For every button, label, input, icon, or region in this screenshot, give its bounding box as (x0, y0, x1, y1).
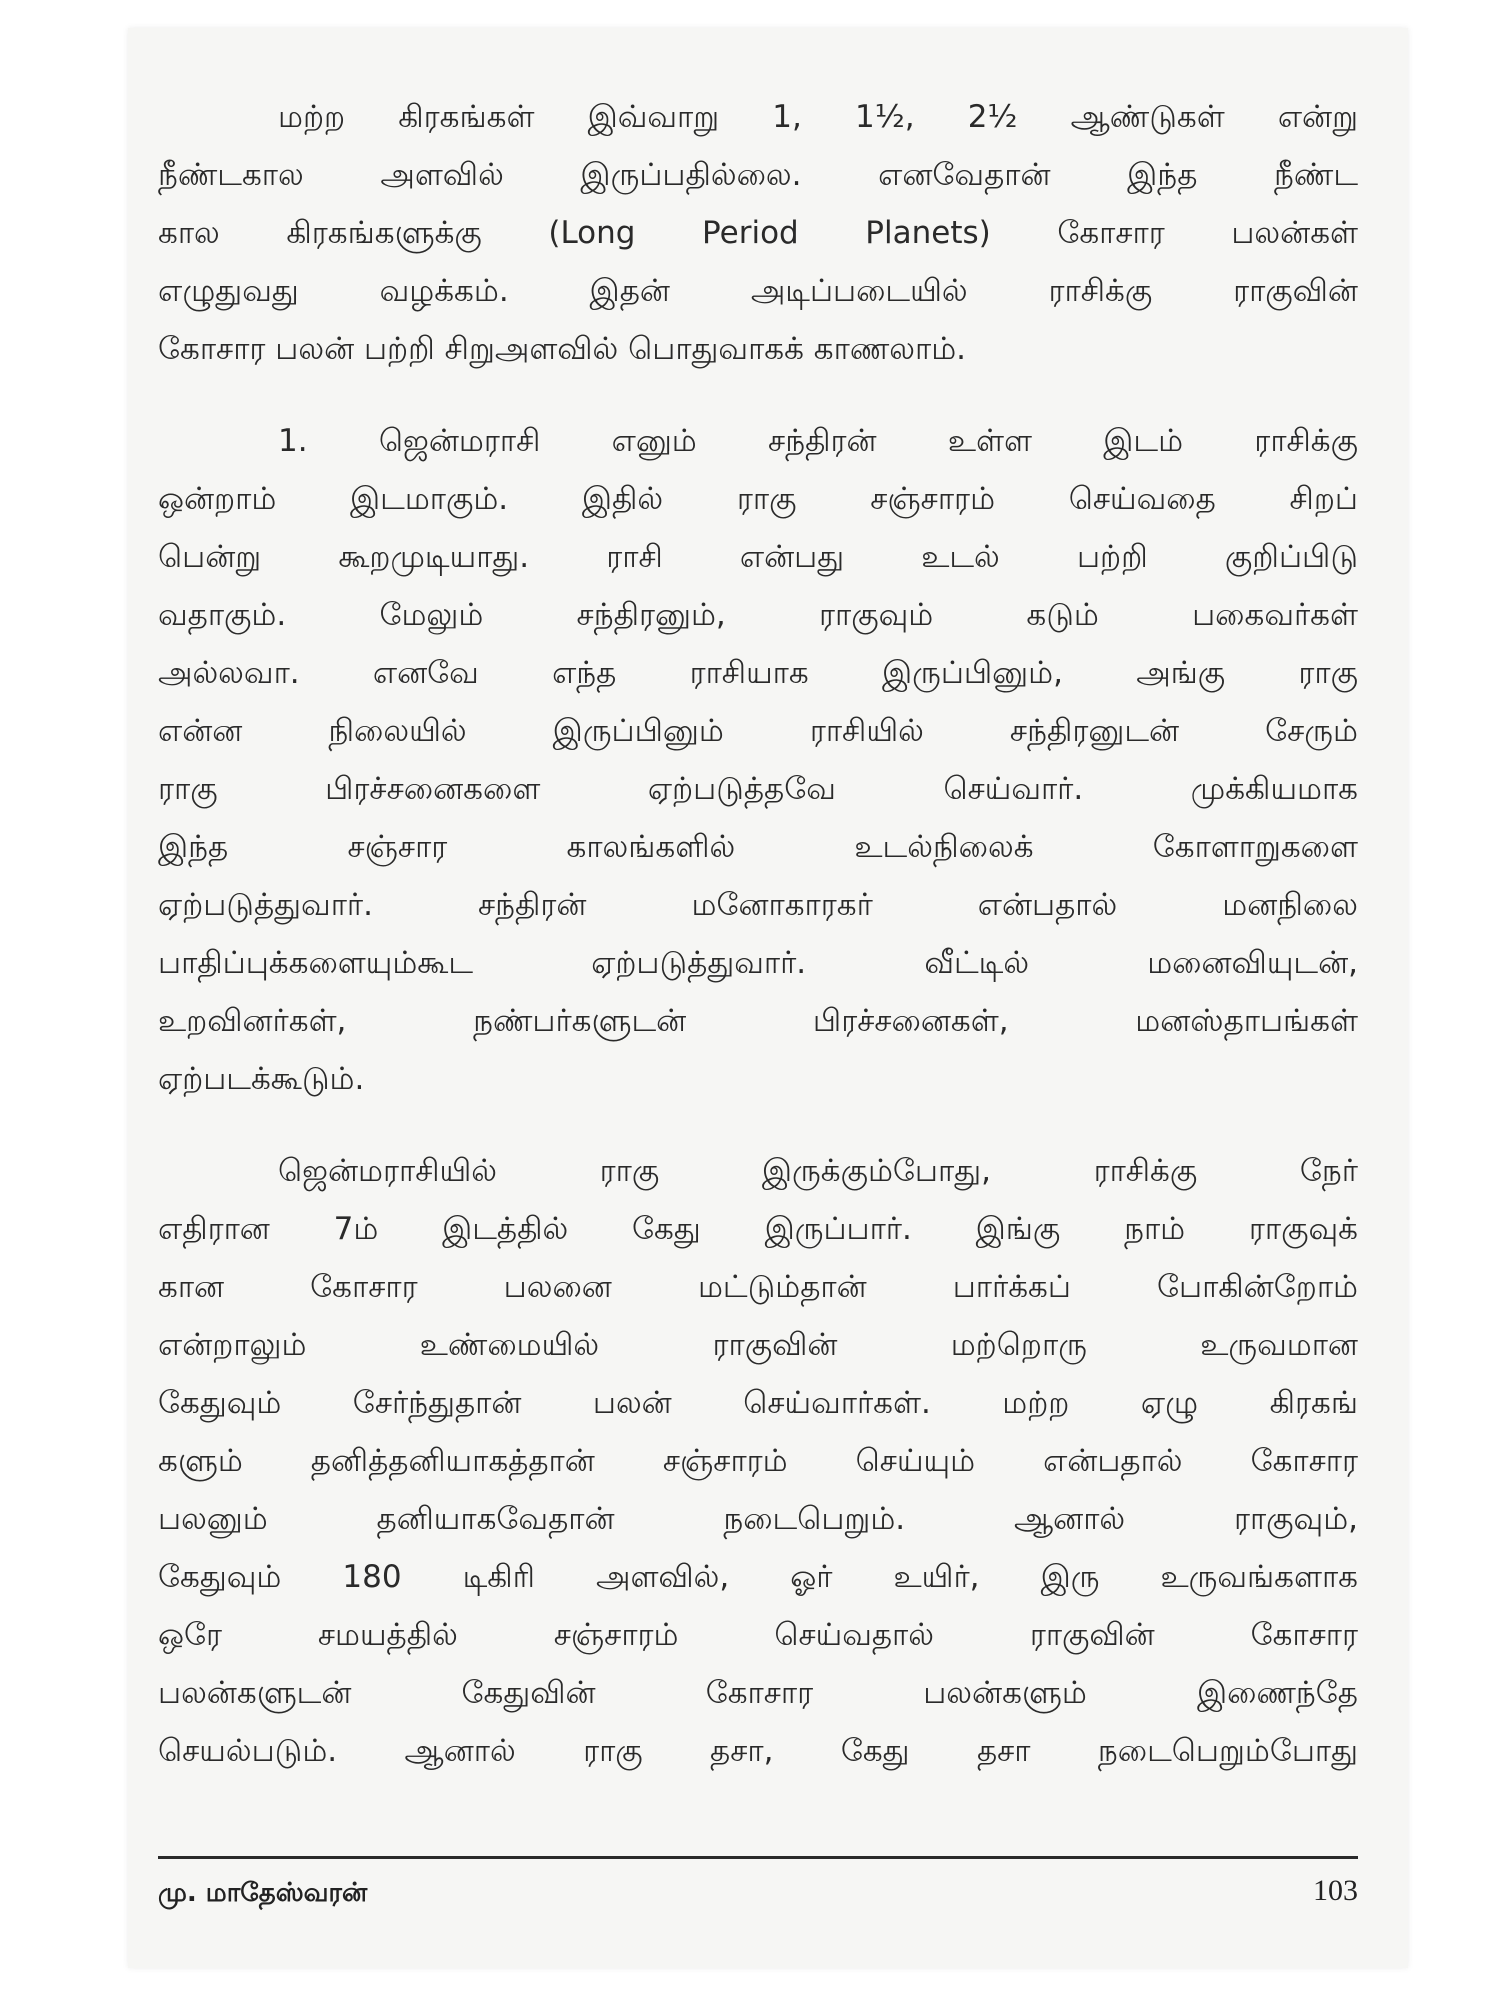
text-line: எழுதுவது வழக்கம். இதன் அடிப்படையில் ராசிக்கு ராகுவின் (158, 273, 1358, 309)
text-line: ராகு பிரச்சனைகளை ஏற்படுத்தவே செய்வார். முக்கியமாக (158, 771, 1358, 807)
text-line: ஜென்மராசியில் ராகு இருக்கும்போது, ராசிக்கு நேர் (278, 1153, 1358, 1189)
text-line: 1. ஜென்மராசி எனும் சந்திரன் உள்ள இடம் ராசிக்கு (278, 423, 1358, 459)
paragraph-2 (158, 412, 1358, 1108)
text-line: கால கிரகங்களுக்கு (Long Period Planets) கோசார பலன்கள் (158, 215, 1358, 251)
text-line: செயல்படும். ஆனால் ராகு தசா, கேது தசா நடைபெறும்போது (158, 1733, 1358, 1769)
text-line: என்றாலும் உண்மையில் ராகுவின் மற்றொரு உருவமான (158, 1327, 1358, 1363)
text-line: கேதுவும் சேர்ந்துதான் பலன் செய்வார்கள். மற்ற ஏழு கிரகங் (158, 1385, 1358, 1421)
text-line: ஒன்றாம் இடமாகும். இதில் ராகு சஞ்சாரம் செய்வதை சிறப் (158, 481, 1358, 517)
paragraph-1 (158, 88, 1358, 378)
text-line: அல்லவா. எனவே எந்த ராசியாக இருப்பினும், அங்கு ராகு (158, 655, 1358, 691)
text-line: கான கோசார பலனை மட்டும்தான் பார்க்கப் போகின்றோம் (158, 1269, 1358, 1305)
text-line: உறவினர்கள், நண்பர்களுடன் பிரச்சனைகள், மனஸ்தாபங்கள் (158, 1003, 1358, 1039)
text-line: நீண்டகால அளவில் இருப்பதில்லை. எனவேதான் இந்த நீண்ட (158, 157, 1358, 193)
text-line: வதாகும். மேலும் சந்திரனும், ராகுவும் கடும் பகைவர்கள் (158, 597, 1358, 633)
footer-divider (158, 1856, 1358, 1859)
text-line: பென்று கூறமுடியாது. ராசி என்பது உடல் பற்றி குறிப்பிடு (158, 539, 1358, 575)
text-line: பலன்களுடன் கேதுவின் கோசார பலன்களும் இணைந்தே (158, 1675, 1358, 1711)
page-number: 103 (1313, 1874, 1358, 1907)
body-text (158, 88, 1358, 1814)
footer-author: மு. மாதேஸ்வரன் (158, 1878, 368, 1908)
text-line: என்ன நிலையில் இருப்பினும் ராசியில் சந்திரனுடன் சேரும் (158, 713, 1358, 749)
text-line: மற்ற கிரகங்கள் இவ்வாறு 1, 1½, 2½ ஆண்டுகள் என்று (278, 99, 1358, 135)
book-page (128, 28, 1408, 1968)
text-line: ஏற்படுத்துவார். சந்திரன் மனோகாரகர் என்பதால் மனநிலை (158, 887, 1358, 923)
text-line: ஒரே சமயத்தில் சஞ்சாரம் செய்வதால் ராகுவின் கோசார (158, 1617, 1358, 1653)
text-line: கேதுவும் 180 டிகிரி அளவில், ஓர் உயிர், இரு உருவங்களாக (158, 1559, 1358, 1595)
text-line: எதிரான 7ம் இடத்தில் கேது இருப்பார். இங்கு நாம் ராகுவுக் (158, 1211, 1358, 1247)
text-line: ஏற்படக்கூடும். (158, 1061, 365, 1097)
text-line: பாதிப்புக்களையும்கூட ஏற்படுத்துவார். வீட்டில் மனைவியுடன், (158, 945, 1358, 981)
text-line: பலனும் தனியாகவேதான் நடைபெறும். ஆனால் ராகுவும், (158, 1501, 1358, 1537)
text-line: களும் தனித்தனியாகத்தான் சஞ்சாரம் செய்யும் என்பதால் கோசார (158, 1443, 1358, 1479)
paragraph-3 (158, 1142, 1358, 1780)
text-line: கோசார பலன் பற்றி சிறுஅளவில் பொதுவாகக் காணலாம். (158, 331, 966, 367)
text-line: இந்த சஞ்சார காலங்களில் உடல்நிலைக் கோளாறுகளை (158, 829, 1358, 865)
